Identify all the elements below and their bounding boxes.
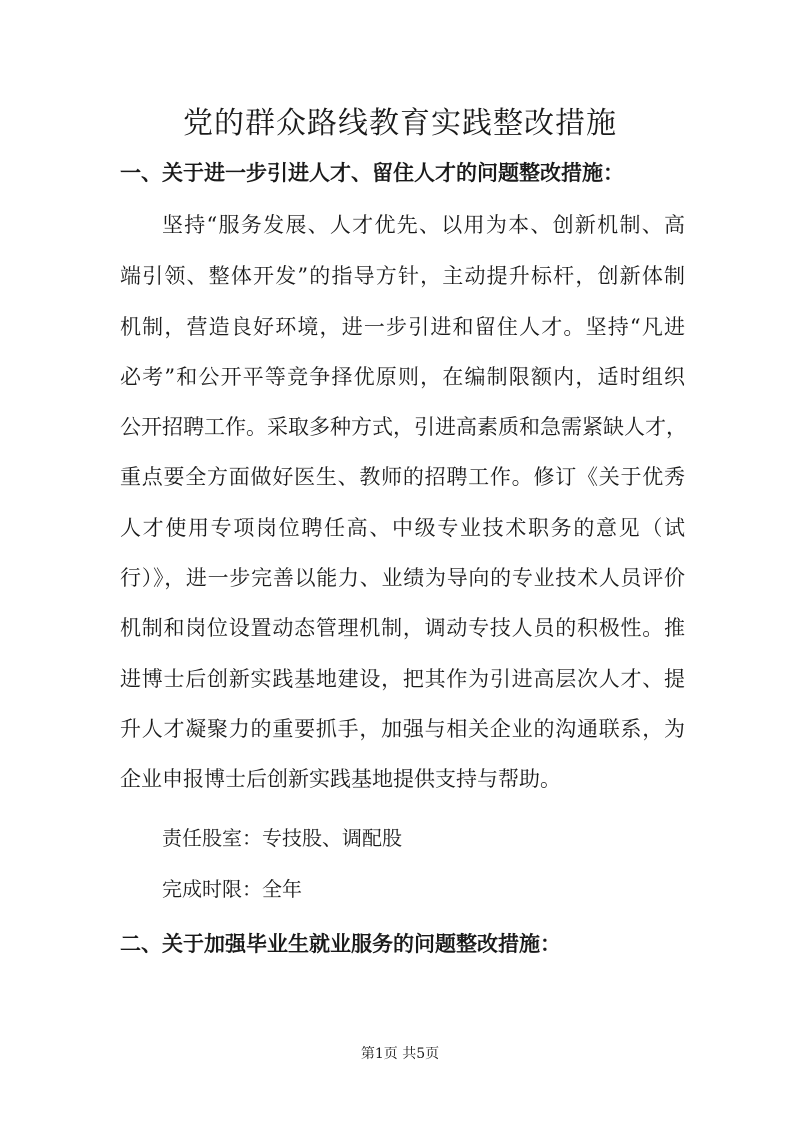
section-1-heading: 一、关于进一步引进人才、留住人才的问题整改措施： (120, 161, 624, 185)
section-2-heading: 二、关于加强毕业生就业服务的问题整改措施： (120, 932, 561, 956)
paragraph-line: 升人才凝聚力的重要抓手，加强与相关企业的沟通联系，为 (120, 717, 685, 741)
document-title: 党的群众路线教育实践整改措施 (183, 106, 617, 141)
page-number-footer: 第1页 共5页 (360, 1046, 440, 1062)
deadline: 完成时限：全年 (162, 877, 302, 901)
paragraph-line: 企业申报博士后创新实践基地提供支持与帮助。 (120, 767, 561, 791)
paragraph-line: 人才使用专项岗位聘任高、中级专业技术职务的意见（试 (120, 516, 685, 540)
paragraph-line: 行）》，进一步完善以能力、业绩为导向的专业技术人员评价 (120, 566, 685, 590)
paragraph-line: 机制和岗位设置动态管理机制，调动专技人员的积极性。推 (120, 616, 685, 640)
paragraph-line: 进博士后创新实践基地建设，把其作为引进高层次人才、提 (120, 667, 685, 691)
paragraph-line: 机制，营造良好环境，进一步引进和留住人才。坚持“凡进 (120, 315, 685, 339)
responsible-office: 责任股室：专技股、调配股 (162, 826, 402, 850)
paragraph-line: 端引领、整体开发”的指导方针，主动提升标杆，创新体制 (120, 264, 685, 288)
paragraph-line: 重点要全方面做好医生、教师的招聘工作。修订《关于优秀 (120, 465, 685, 489)
paragraph-line: 必考”和公开平等竞争择优原则，在编制限额内，适时组织 (120, 365, 685, 389)
paragraph-line: 坚持“服务发展、人才优先、以用为本、创新机制、高 (162, 213, 685, 237)
paragraph-line: 公开招聘工作。采取多种方式，引进高素质和急需紧缺人才， (120, 415, 687, 439)
